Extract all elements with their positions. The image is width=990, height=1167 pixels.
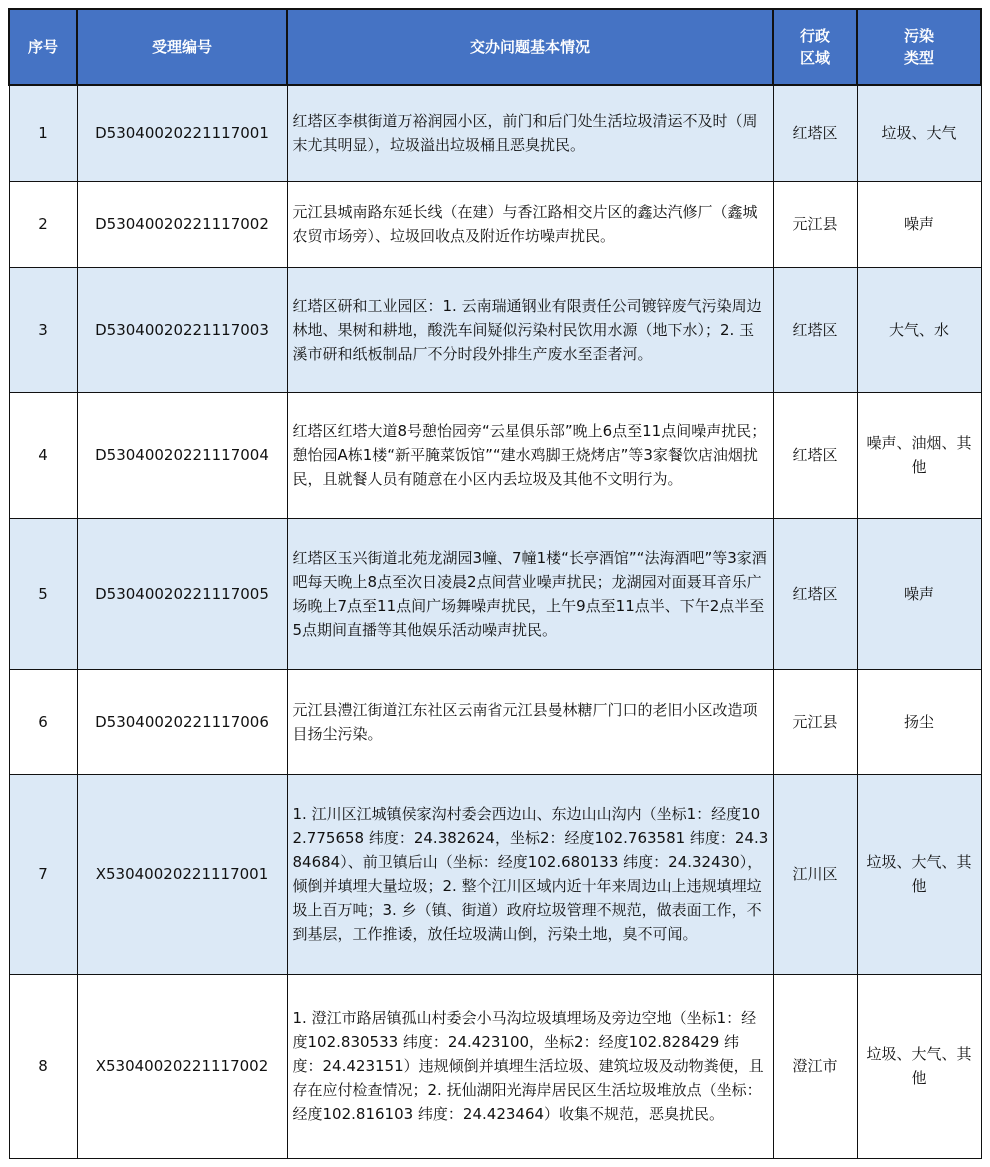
header-type-line2: 类型 bbox=[903, 49, 934, 67]
cell-type: 噪声、油烟、其他 bbox=[857, 392, 981, 518]
cell-type: 扬尘 bbox=[857, 669, 981, 774]
cell-area: 元江县 bbox=[773, 181, 857, 267]
table-row bbox=[9, 774, 981, 974]
header-type-line1: 污染 bbox=[903, 27, 934, 45]
cell-area: 红塔区 bbox=[773, 392, 857, 518]
table-row bbox=[9, 974, 981, 1158]
header-desc: 交办问题基本情况 bbox=[287, 9, 773, 85]
header-area-line2: 区域 bbox=[799, 49, 830, 67]
cell-area: 红塔区 bbox=[773, 518, 857, 669]
cell-id: X53040020221117002 bbox=[77, 974, 287, 1158]
header-area bbox=[773, 9, 857, 85]
table-row bbox=[9, 669, 981, 774]
table-row bbox=[9, 85, 981, 181]
cell-type: 大气、水 bbox=[857, 267, 981, 392]
cell-desc: 红塔区李棋街道万裕润园小区，前门和后门处生活垃圾清运不及时（周末尤其明显），垃圾溢出垃圾桶且恶臭扰民。 bbox=[287, 85, 773, 181]
complaint-table bbox=[8, 8, 982, 1159]
cell-type: 垃圾、大气、其他 bbox=[857, 774, 981, 974]
table-row bbox=[9, 181, 981, 267]
table-header bbox=[9, 9, 981, 85]
cell-area: 澄江市 bbox=[773, 974, 857, 1158]
cell-desc: 元江县澧江街道江东社区云南省元江县曼林糖厂门口的老旧小区改造项目扬尘污染。 bbox=[287, 669, 773, 774]
cell-no: 3 bbox=[9, 267, 77, 392]
cell-id: X53040020221117001 bbox=[77, 774, 287, 974]
cell-desc: 元江县城南路东延长线（在建）与香江路相交片区的鑫达汽修厂（鑫城农贸市场旁）、垃圾回收点及附近作坊噪声扰民。 bbox=[287, 181, 773, 267]
table-body bbox=[9, 85, 981, 1158]
cell-area: 红塔区 bbox=[773, 85, 857, 181]
cell-type: 垃圾、大气 bbox=[857, 85, 981, 181]
complaint-table-container bbox=[8, 8, 980, 1159]
table-row bbox=[9, 392, 981, 518]
cell-no: 6 bbox=[9, 669, 77, 774]
header-id: 受理编号 bbox=[77, 9, 287, 85]
cell-type: 噪声 bbox=[857, 181, 981, 267]
cell-no: 5 bbox=[9, 518, 77, 669]
cell-no: 2 bbox=[9, 181, 77, 267]
cell-no: 4 bbox=[9, 392, 77, 518]
header-type bbox=[857, 9, 981, 85]
cell-desc: 红塔区研和工业园区：1. 云南瑞通钢业有限责任公司镀锌废气污染周边林地、果树和耕地，酸洗车间疑似污染村民饮用水源（地下水）；2. 玉溪市研和纸板制品厂不分时段外排生产废水至歪者河。 bbox=[287, 267, 773, 392]
cell-desc: 红塔区红塔大道8号憩怡园旁“云星俱乐部”晚上6点至11点间噪声扰民；憩怡园A栋1楼“新平腌菜饭馆”“建水鸡脚王烧烤店”等3家餐饮店油烟扰民，且就餐人员有随意在小区内丢垃圾及其他不文明行为。 bbox=[287, 392, 773, 518]
header-no: 序号 bbox=[9, 9, 77, 85]
cell-id: D53040020221117006 bbox=[77, 669, 287, 774]
cell-desc: 1. 澄江市路居镇孤山村委会小马沟垃圾填埋场及旁边空地（坐标1：经度102.830533 纬度：24.423100，坐标2：经度102.828429 纬度：24.423151）违规倾倒并填埋生活垃圾、建筑垃圾及动物粪便，且存在应付检查情况；2. 抚仙湖阳光海岸居民区生活垃圾堆放点（坐标：经度102.816103 纬度：24.423464）收集不规范，恶臭扰民。 bbox=[287, 974, 773, 1158]
header-area-line1: 行政 bbox=[799, 27, 830, 45]
cell-area: 江川区 bbox=[773, 774, 857, 974]
table-row bbox=[9, 267, 981, 392]
cell-id: D53040020221117004 bbox=[77, 392, 287, 518]
cell-area: 红塔区 bbox=[773, 267, 857, 392]
cell-no: 7 bbox=[9, 774, 77, 974]
cell-no: 8 bbox=[9, 974, 77, 1158]
table-row bbox=[9, 518, 981, 669]
cell-type: 垃圾、大气、其他 bbox=[857, 974, 981, 1158]
cell-area: 元江县 bbox=[773, 669, 857, 774]
cell-desc: 1. 江川区江城镇侯家沟村委会西边山、东边山山沟内（坐标1：经度102.775658 纬度：24.382624，坐标2：经度102.763581 纬度：24.384684）、前卫镇后山（坐标：经度102.680133 纬度：24.32430），倾倒并填埋大量垃圾；2. 整个江川区域内近十年来周边山上违规填埋垃圾上百万吨；3. 乡（镇、街道）政府垃圾管理不规范，做表面工作，不到基层，工作推诿，放任垃圾满山倒，污染土地，臭不可闻。 bbox=[287, 774, 773, 974]
cell-id: D53040020221117001 bbox=[77, 85, 287, 181]
cell-id: D53040020221117003 bbox=[77, 267, 287, 392]
cell-type: 噪声 bbox=[857, 518, 981, 669]
cell-desc: 红塔区玉兴街道北苑龙湖园3幢、7幢1楼“长亭酒馆”“法海酒吧”等3家酒吧每天晚上8点至次日凌晨2点间营业噪声扰民；龙湖园对面聂耳音乐广场晚上7点至11点间广场舞噪声扰民，上午9点至11点半、下午2点半至5点期间直播等其他娱乐活动噪声扰民。 bbox=[287, 518, 773, 669]
cell-id: D53040020221117002 bbox=[77, 181, 287, 267]
cell-id: D53040020221117005 bbox=[77, 518, 287, 669]
cell-no: 1 bbox=[9, 85, 77, 181]
